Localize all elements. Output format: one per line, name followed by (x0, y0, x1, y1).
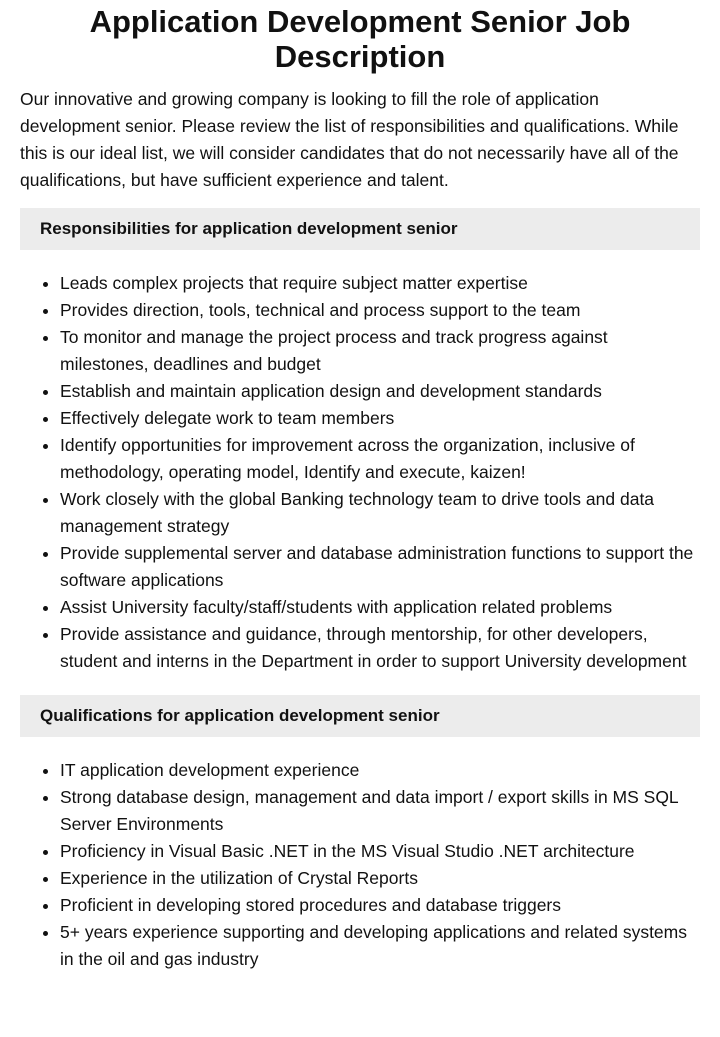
responsibilities-heading: Responsibilities for application development senior (20, 208, 700, 250)
list-item: • Identify opportunities for improvement across the organization, inclusive of methodology, operating model, Identify and execute, kaizen! (60, 432, 700, 486)
list-item: • Proficiency in Visual Basic .NET in the MS Visual Studio .NET architecture (60, 838, 700, 865)
list-item: • IT application development experience (60, 757, 700, 784)
list-item: • Proficient in developing stored procedures and database triggers (60, 892, 700, 919)
list-item: • Effectively delegate work to team members (60, 405, 700, 432)
page-title: Application Development Senior Job Description (89, 4, 631, 74)
list-item: • To monitor and manage the project process and track progress against milestones, deadlines and budget (60, 324, 700, 378)
list-item: • Provide supplemental server and database administration functions to support the software applications (60, 540, 700, 594)
list-item: • Provides direction, tools, technical and process support to the team (60, 297, 700, 324)
list-item: • Establish and maintain application design and development standards (60, 378, 700, 405)
list-item: • Experience in the utilization of Crystal Reports (60, 865, 700, 892)
list-item: • Assist University faculty/staff/students with application related problems (60, 594, 700, 621)
intro-text: Our innovative and growing company is looking to fill the role of application development senior. Please review the list of responsibilities and qualifications. While this is our ideal list, we will consider candidates that do not necessarily have all of the qualifications, but have sufficient experience and talent. (20, 89, 679, 190)
list-item: • Strong database design, management and data import / export skills in MS SQL Server Environments (60, 784, 700, 838)
responsibilities-list (20, 270, 700, 675)
list-item: • Leads complex projects that require subject matter expertise (60, 270, 700, 297)
qualifications-list (20, 757, 700, 973)
list-item: • Provide assistance and guidance, through mentorship, for other developers, student and interns in the Department in order to support University development (60, 621, 700, 675)
list-item: • 5+ years experience supporting and developing applications and related systems in the oil and gas industry (60, 919, 700, 973)
qualifications-heading: Qualifications for application development senior (20, 695, 700, 737)
list-item: • Work closely with the global Banking technology team to drive tools and data management strategy (60, 486, 700, 540)
